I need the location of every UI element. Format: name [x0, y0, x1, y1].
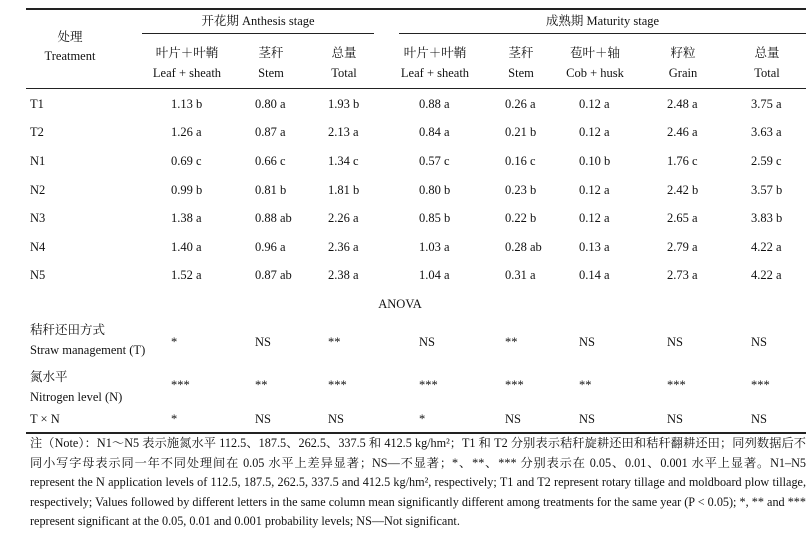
table-cell: 3.75 a [751, 97, 782, 111]
column-header-cn: 总量 [754, 46, 780, 60]
column-header-en: Stem [258, 66, 284, 80]
table-cell: 3.63 a [751, 125, 782, 139]
anova-cell: *** [328, 378, 347, 392]
table-cell: 0.87 ab [255, 268, 292, 282]
table-cell: 0.10 b [579, 154, 611, 168]
table-cell: 1.40 a [171, 240, 202, 254]
table-cell: 0.84 a [419, 125, 450, 139]
anova-cell: NS [579, 335, 595, 349]
table-cell: 2.46 a [667, 125, 698, 139]
table-cell: 0.28 ab [505, 240, 542, 254]
table-cell: 0.31 a [505, 268, 536, 282]
anova-cell: *** [505, 378, 524, 392]
table-cell: 1.52 a [171, 268, 202, 282]
row-label: N2 [30, 183, 46, 197]
table-cell: 1.13 b [171, 97, 203, 111]
anova-cell: NS [667, 412, 683, 426]
column-header-en: Total [331, 66, 357, 80]
anova-cell: *** [667, 378, 686, 392]
anova-cell: *** [751, 378, 770, 392]
table-cell: 0.26 a [505, 97, 536, 111]
anova-cell: NS [751, 335, 767, 349]
anova-label-cn: 秸秆还田方式 [30, 323, 106, 337]
table-cell: 2.42 b [667, 183, 699, 197]
table-cell: 3.83 b [751, 211, 783, 225]
row-label: N1 [30, 154, 46, 168]
table-cell: 1.76 c [667, 154, 698, 168]
anthesis-group-header: 开花期 Anthesis stage [201, 14, 315, 28]
anova-cell: NS [255, 412, 271, 426]
anova-cell: NS [579, 412, 595, 426]
anova-cell: NS [328, 412, 344, 426]
table-cell: 1.04 a [419, 268, 450, 282]
anova-cell: * [171, 412, 178, 426]
column-header-cn: 苞叶＋轴 [569, 46, 620, 60]
table-cell: 0.96 a [255, 240, 286, 254]
table-cell: 2.48 a [667, 97, 698, 111]
table-cell: 0.99 b [171, 183, 203, 197]
column-header-cn: 茎秆 [508, 46, 534, 60]
table-cell: 2.13 a [328, 125, 359, 139]
table-cell: 4.22 a [751, 268, 782, 282]
row-label: N5 [30, 268, 46, 282]
table-cell: 0.88 ab [255, 211, 292, 225]
row-label: T1 [30, 97, 44, 111]
table-cell: 0.80 b [419, 183, 451, 197]
anova-cell: * [419, 412, 426, 426]
treatment-header-en: Treatment [44, 49, 96, 63]
anova-label-en: Nitrogen level (N) [30, 390, 123, 404]
anova-cell: NS [667, 335, 683, 349]
table-cell: 1.34 c [328, 154, 359, 168]
table-cell: 0.23 b [505, 183, 537, 197]
table-cell: 0.16 c [505, 154, 536, 168]
table-cell: 1.93 b [328, 97, 360, 111]
table-cell: 0.21 b [505, 125, 537, 139]
table-cell: 4.22 a [751, 240, 782, 254]
table-cell: 0.85 b [419, 211, 451, 225]
table-cell: 2.38 a [328, 268, 359, 282]
table-cell: 0.88 a [419, 97, 450, 111]
table-cell: 0.12 a [579, 211, 610, 225]
table-cell: 1.38 a [171, 211, 202, 225]
anova-title: ANOVA [378, 297, 422, 311]
table-cell: 0.66 c [255, 154, 286, 168]
table-cell: 1.26 a [171, 125, 202, 139]
column-header-en: Grain [668, 66, 698, 80]
table-cell: 2.36 a [328, 240, 359, 254]
header-bottom-rule [26, 88, 806, 89]
table-cell: 2.26 a [328, 211, 359, 225]
table-cell: 0.80 a [255, 97, 286, 111]
row-label: T2 [30, 125, 44, 139]
anova-cell: * [171, 335, 178, 349]
table-note [30, 434, 806, 532]
anova-label-en: Straw management (T) [30, 343, 146, 357]
anova-label-en: T × N [30, 412, 60, 426]
column-header-en: Stem [508, 66, 534, 80]
anova-cell: NS [419, 335, 435, 349]
table-cell: 0.22 b [505, 211, 537, 225]
column-header-cn: 叶片＋叶鞘 [155, 46, 219, 60]
column-header-en: Total [754, 66, 780, 80]
table-cell: 2.59 c [751, 154, 782, 168]
table-cell: 1.81 b [328, 183, 360, 197]
column-header-en: Cob + husk [566, 66, 624, 80]
column-header-en: Leaf + sheath [400, 66, 470, 80]
anova-cell: *** [419, 378, 438, 392]
treatment-header-cn: 处理 [57, 30, 83, 44]
table-cell: 0.12 a [579, 97, 610, 111]
table-cell: 2.79 a [667, 240, 698, 254]
table-cell: 0.81 b [255, 183, 287, 197]
column-header-cn: 茎秆 [258, 46, 284, 60]
anova-cell: ** [255, 378, 268, 392]
anova-cell: NS [255, 335, 271, 349]
maturity-group-header: 成熟期 Maturity stage [545, 14, 660, 28]
table-cell: 0.14 a [579, 268, 610, 282]
table-cell: 2.65 a [667, 211, 698, 225]
column-header-cn: 总量 [331, 46, 357, 60]
column-header-cn: 籽粒 [670, 46, 696, 60]
column-header-cn: 叶片＋叶鞘 [403, 46, 467, 60]
anova-cell: ** [328, 335, 341, 349]
table-cell: 2.73 a [667, 268, 698, 282]
table-cell: 0.57 c [419, 154, 450, 168]
anova-cell: *** [171, 378, 190, 392]
table-cell: 0.13 a [579, 240, 610, 254]
anova-cell: ** [505, 335, 518, 349]
row-label: N3 [30, 211, 46, 225]
anthesis-group-rule [142, 33, 374, 34]
table-cell: 3.57 b [751, 183, 783, 197]
row-label: N4 [30, 240, 46, 254]
table-cell: 0.87 a [255, 125, 286, 139]
note-en: N1–N5 represent the N application levels of 112.5, 187.5, 262.5, 337.5 and 412.5 kg/hm², respectively; T1 and T2 represent rotary tillage and moldboard plow tillage, respectively; Values followed by different letters in the same column mean significantly different among treatments for the same year (P < 0.05); *, ** and *** represent significant at the 0.05, 0.01 and 0.001 probability levels; NS—Not significant. [30, 455, 806, 528]
table-cell: 0.12 a [579, 125, 610, 139]
note-cn: 注（Note）：N1～N5 表示施氮水平 112.5、187.5、262.5、337.5 和 412.5 kg/hm²；T1 和 T2 分别表示秸秆旋耕还田和秸秆翻耕还田；同列数据后不同小写字母表示同一年不同处理间在 0.05 水平上差异显著；NS—不显著；*、**、*** 分别表示在 0.05、0.01、0.001 水平上显著。 [30, 436, 806, 470]
table-cell: 0.12 a [579, 183, 610, 197]
anova-label-cn: 氮水平 [30, 370, 68, 384]
maturity-group-rule [399, 33, 806, 34]
column-header-en: Leaf + sheath [152, 66, 222, 80]
top-rule [26, 8, 806, 10]
anova-cell: NS [505, 412, 521, 426]
anova-cell: ** [579, 378, 592, 392]
anova-cell: NS [751, 412, 767, 426]
table-cell: 1.03 a [419, 240, 450, 254]
table-cell: 0.69 c [171, 154, 202, 168]
